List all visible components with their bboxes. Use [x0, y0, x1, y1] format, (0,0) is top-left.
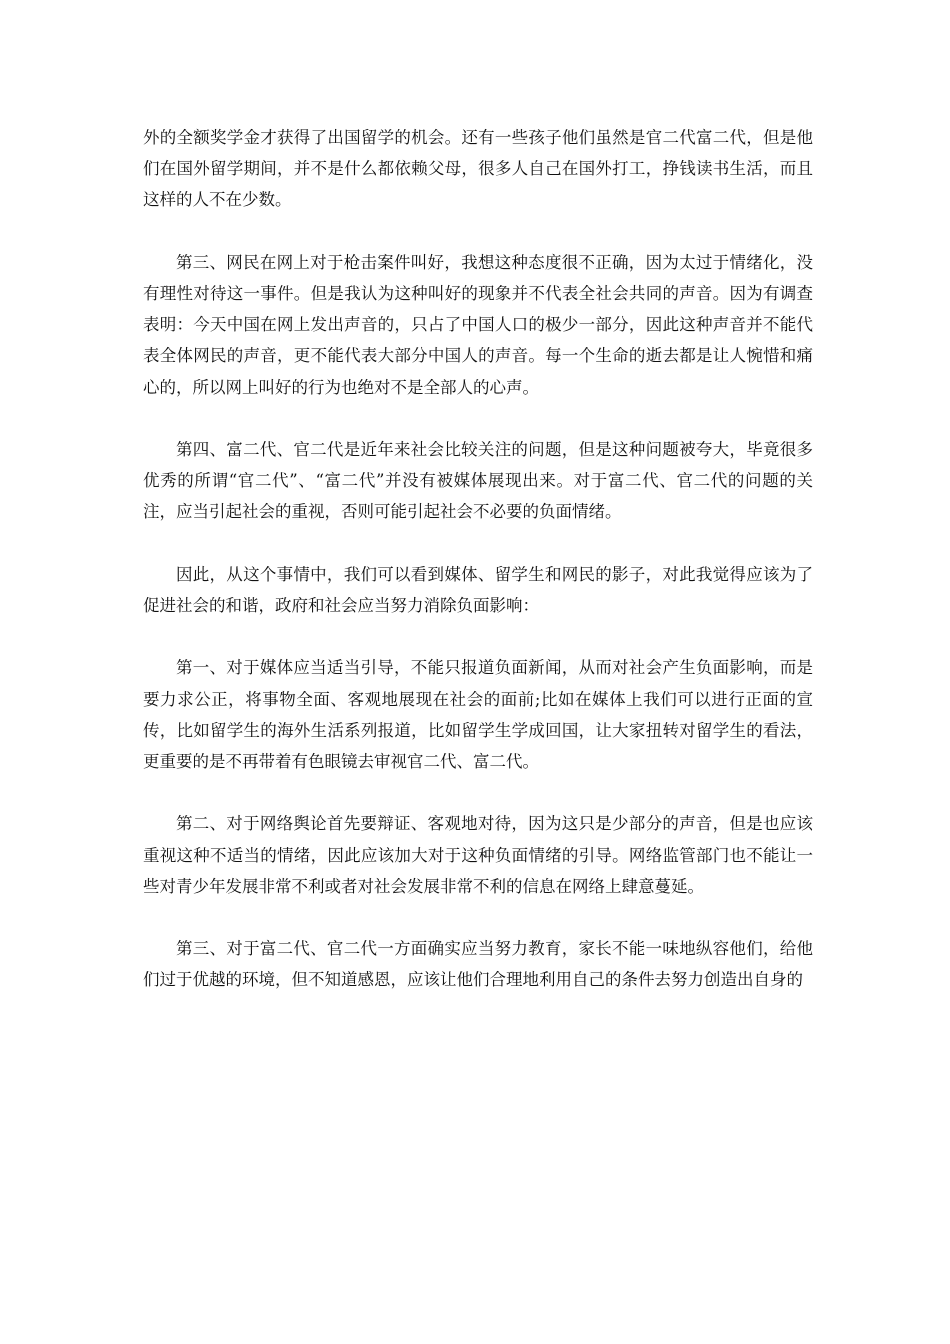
paragraph-continuation: 外的全额奖学金才获得了出国留学的机会。还有一些孩子他们虽然是官二代富二代，但是他们在国外留学期间，并不是什么都依赖父母，很多人自己在国外打工，挣钱读书生活，而且这样的人不在少数。	[143, 128, 813, 210]
paragraph-measure-one-media: 第一、对于媒体应当适当引导，不能只报道负面新闻，从而对社会产生负面影响，而是要力求公正，将事物全面、客观地展现在社会的面前;比如在媒体上我们可以进行正面的宣传，比如留学生的海外生活系列报道，比如留学生学成回国，让大家扭转对留学生的看法，更重要的是不再带着有色眼镜去审视官二代、富二代。	[143, 658, 813, 771]
paragraph-measure-three-education: 第三、对于富二代、官二代一方面确实应当努力教育，家长不能一味地纵容他们，给他们过于优越的环境，但不知道感恩，应该让他们合理地利用自己的条件去努力创造出自身的	[143, 939, 813, 990]
document-body	[143, 122, 813, 996]
paragraph-point-three-netizens: 第三、网民在网上对于枪击案件叫好，我想这种态度很不正确，因为太过于情绪化，没有理性对待这一事件。但是我认为这种叫好的现象并不代表全社会共同的声音。因为有调查表明：今天中国在网上发出声音的，只占了中国人口的极少一部分，因此这种声音并不能代表全体网民的声音，更不能代表大部分中国人的声音。每一个生命的逝去都是让人惋惜和痛心的，所以网上叫好的行为也绝对不是全部人的心声。	[143, 252, 813, 397]
paragraph-therefore: 因此，从这个事情中，我们可以看到媒体、留学生和网民的影子，对此我觉得应该为了促进社会的和谐，政府和社会应当努力消除负面影响：	[143, 564, 813, 615]
paragraph-measure-two-opinion: 第二、对于网络舆论首先要辩证、客观地对待，因为这只是少部分的声音，但是也应该重视这种不适当的情绪，因此应该加大对于这种负面情绪的引导。网络监管部门也不能让一些对青少年发展非常不利或者对社会发展非常不利的信息在网络上肆意蔓延。	[143, 814, 813, 896]
paragraph-point-four-rich-officials: 第四、富二代、官二代是近年来社会比较关注的问题，但是这种问题被夸大，毕竟很多优秀的所谓“官二代”、“富二代”并没有被媒体展现出来。对于富二代、官二代的问题的关注，应当引起社会的重视，否则可能引起社会不必要的负面情绪。	[143, 440, 813, 522]
